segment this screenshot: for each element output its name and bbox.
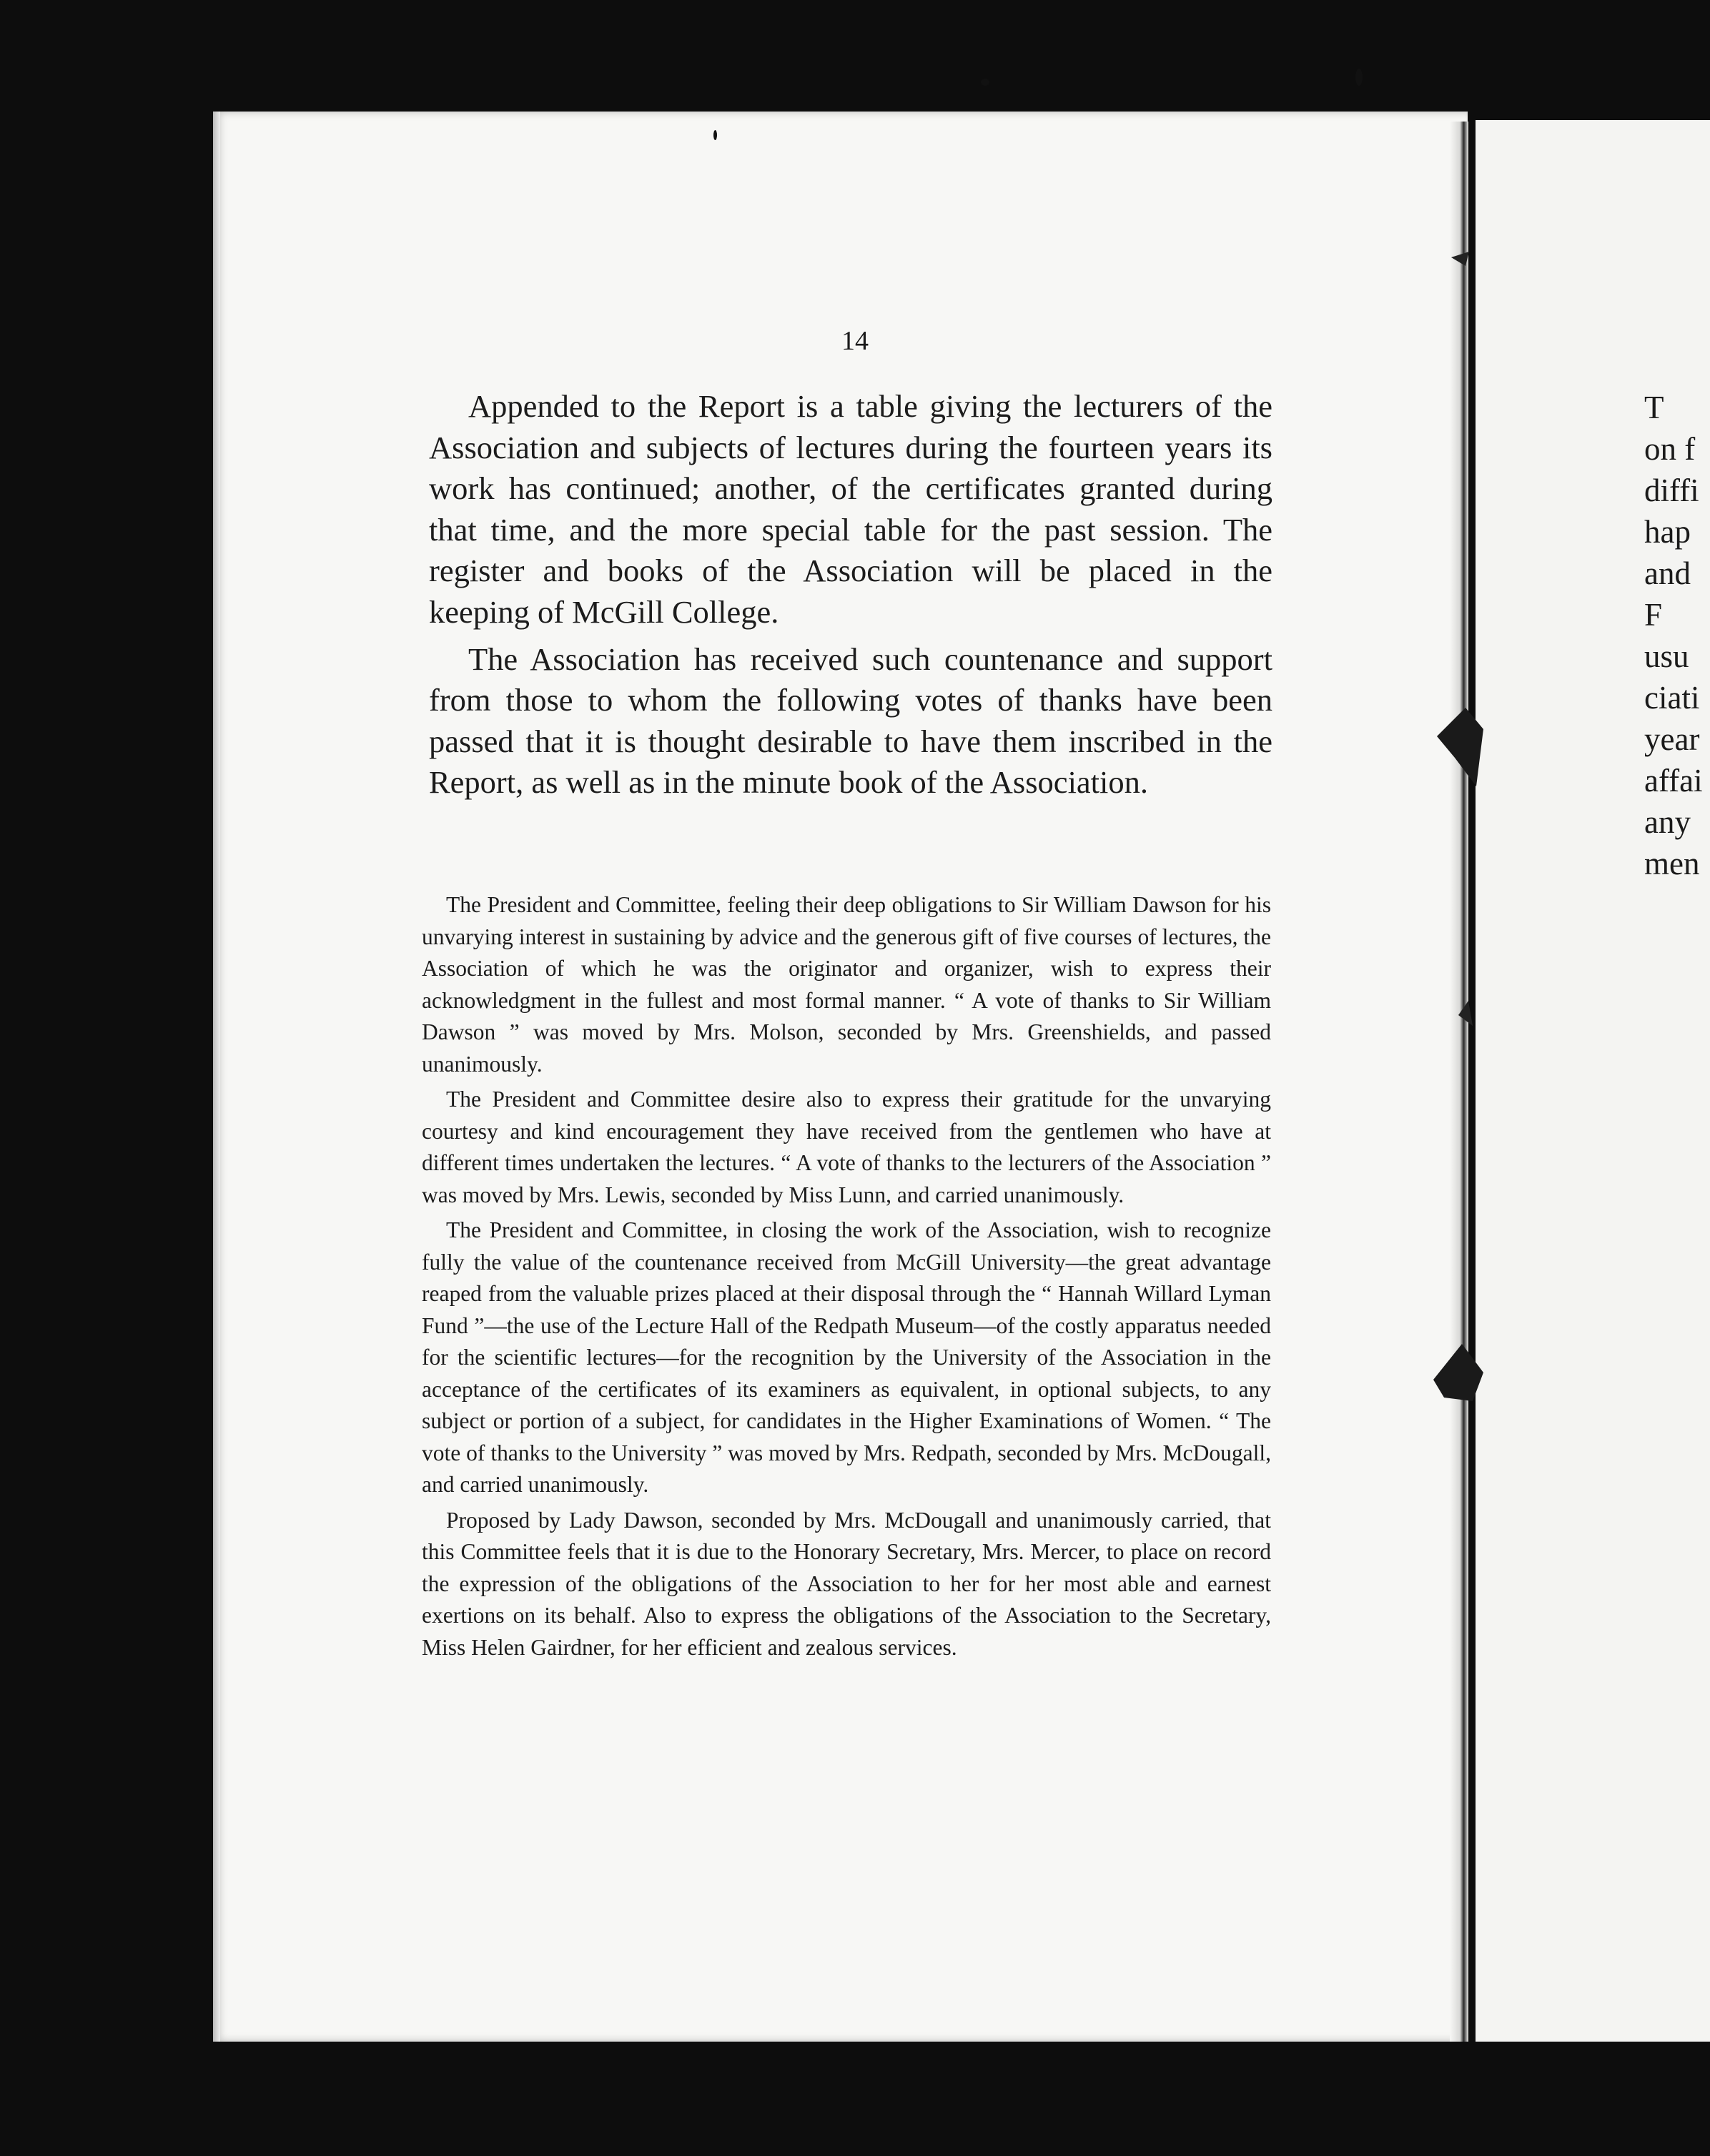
facing-line: ciati xyxy=(1644,680,1700,716)
facing-line: any xyxy=(1644,804,1691,840)
binding-tears xyxy=(1423,243,1501,1673)
main-text xyxy=(429,386,1272,809)
resolution-paragraph: Proposed by Lady Dawson, seconded by Mrs. McDougall and unanimously carried, that this Committee feels that it is due to the Honorary Secretary, Mrs. Mercer, to place on record the expression of the obligations of the Association to her for her most able and earnest exertions on its behalf. Also to express the obligations of the Association to the Secretary, Miss Helen Gairdner, for her efficient and zealous services. xyxy=(422,1507,1271,1660)
facing-line: F xyxy=(1644,597,1663,633)
facing-line: T xyxy=(1644,390,1664,425)
resolution-paragraph: The President and Committee, in closing the work of the Association, wish to recognize fully the value of the countenance received from McGill University—the great advantage reaped from the valuable prizes placed at their disposal through the “ Hannah Willard Lyman Fund ”—the use of the Lecture Hall of the Redpath Museum—of the costly apparatus needed for the scientific lectures—for the recognition by the University of the Association in the acceptance of the certificates of its examiners as equivalent, in optional subjects, to any subject or portion of a subject, for candidates in the Higher Examinations of Women. “ The vote of thanks to the University ” was moved by Mrs. Redpath, seconded by Mrs. McDougall, and carried unanimously. xyxy=(422,1217,1271,1497)
facing-page xyxy=(1476,120,1710,2042)
scan-speck xyxy=(713,130,717,140)
resolutions-text xyxy=(422,889,1271,1667)
page-number xyxy=(0,325,1710,357)
facing-line: men xyxy=(1644,846,1700,881)
facing-line: and xyxy=(1644,555,1691,591)
resolution-paragraph: The President and Committee, feeling their deep obligations to Sir William Dawson for his unvarying interest in sustaining by advice and the generous gift of five courses of lectures, the Association of which he was the originator and organizer, wish to express their acknowledgment in the fullest and most formal manner. “ A vote of thanks to Sir William Dawson ” was moved by Mrs. Molson, seconded by Mrs. Greenshields, and passed unanimously. xyxy=(422,892,1271,1077)
scan-speck xyxy=(981,79,989,86)
facing-line: hap xyxy=(1644,514,1691,550)
scan-speck xyxy=(1355,69,1363,86)
facing-line: year xyxy=(1644,721,1700,757)
paragraph: The Association has received such countenance and support from those to whom the following votes of thanks have been passed that it is thought desirable to have them inscribed in the Report, as well as in the minute book of the Association. xyxy=(429,641,1272,801)
resolution-paragraph: The President and Committee desire also to express their gratitude for the unvarying courtesy and kind encouragement they have received from the gentlemen who have at different times undertaken the lectures. “ A vote of thanks to the lecturers of the Association ” was moved by Mrs. Lewis, seconded by Miss Lunn, and carried unanimously. xyxy=(422,1087,1271,1207)
facing-line: affai xyxy=(1644,763,1703,798)
facing-line: diffi xyxy=(1644,473,1699,508)
page-number-text: 14 xyxy=(841,326,869,356)
paragraph: Appended to the Report is a table giving the lecturers of the Association and subjects of lectures during the fourteen years its work has continued; another, of the certificates granted during that time, and the more special table for the past session. The register and books of the Association will be placed in the keeping of McGill College. xyxy=(429,388,1272,630)
facing-line: on f xyxy=(1644,431,1696,467)
facing-line: usu xyxy=(1644,638,1689,674)
